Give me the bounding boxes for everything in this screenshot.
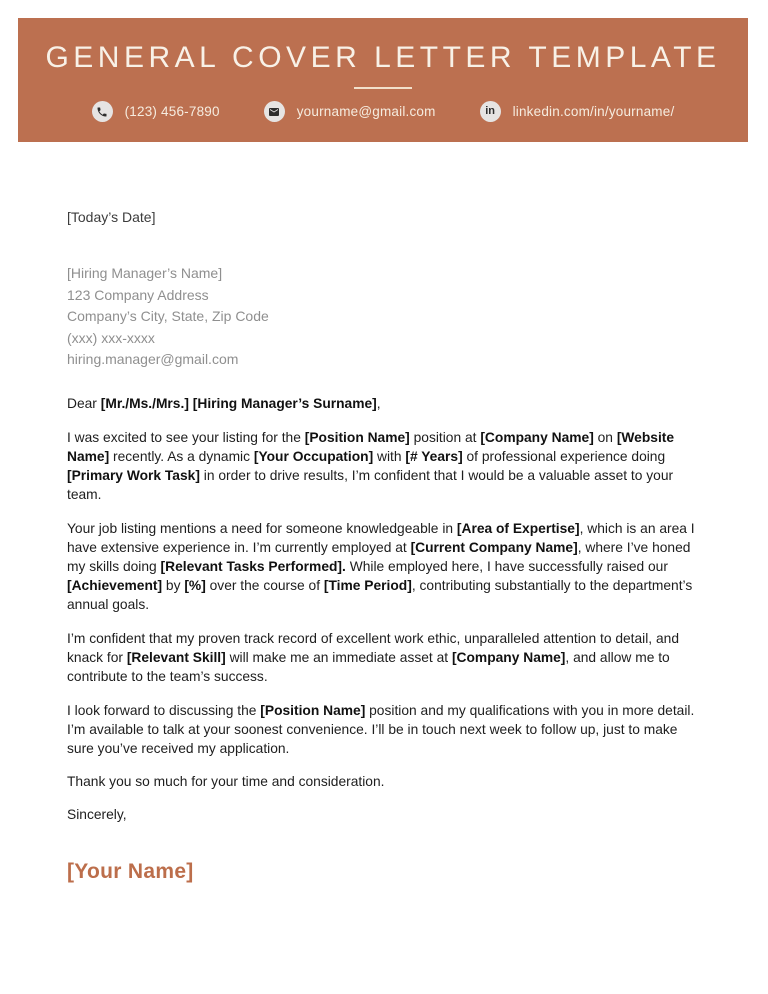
date-placeholder: [Today’s Date] <box>67 209 156 225</box>
title-divider <box>354 87 412 89</box>
contact-row <box>18 101 748 122</box>
phone-number: (123) 456-7890 <box>124 104 220 119</box>
email-icon <box>264 101 285 122</box>
paragraph-experience: Your job listing mentions a need for someone knowledgeable in [Area of Expertise], which is an area I have extensive experience in. I’m currently employed at [Current Company Name], where I’ve honed my skills doing [Relevant Tasks Performed]. While employed here, I have successfully raised our [Achievement] by [%] over the course of [Time Period], contributing substantially to the department’s annual goals. <box>67 520 695 612</box>
contact-linkedin[interactable] <box>480 101 675 122</box>
recipient-name: [Hiring Manager’s Name] <box>67 265 223 281</box>
thanks-line: Thank you so much for your time and consideration. <box>67 773 385 789</box>
recipient-city-state-zip: Company’s City, State, Zip Code <box>67 308 269 325</box>
recipient-phone: (xxx) xxx-xxxx <box>67 329 155 346</box>
recipient-email: hiring.manager@gmail.com <box>67 351 239 368</box>
linkedin-url: linkedin.com/in/yourname/ <box>512 104 675 119</box>
phone-icon <box>92 101 113 122</box>
paragraph-intro: I was excited to see your listing for the [Position Name] position at [Company Name] on [Website Name] recently. As a dynamic [Your Occupation] with [# Years] of professional experience doing [Primary Work Task] in order to drive results, I’m confident that I would be a valuable asset to your team. <box>67 429 675 502</box>
paragraph-followup: I look forward to discussing the [Position Name] position and my qualifications with you in more detail. I’m available to talk at your soonest convenience. I’ll be in touch next week to follow up, just to make sure you’ve received my application. <box>67 702 695 756</box>
email-address: yourname@gmail.com <box>296 104 436 119</box>
recipient-block <box>67 263 703 371</box>
signature-name-placeholder: [Your Name] <box>67 859 194 883</box>
recipient-address: 123 Company Address <box>67 286 209 303</box>
header-band <box>18 18 748 142</box>
page-title: GENERAL COVER LETTER TEMPLATE <box>45 41 721 74</box>
greeting-line: Dear [Mr./Ms./Mrs.] [Hiring Manager’s Surname], <box>67 395 381 411</box>
contact-phone[interactable] <box>92 101 220 122</box>
linkedin-icon: in <box>480 101 501 122</box>
paragraph-skills: I’m confident that my proven track record of excellent work ethic, unparalleled attention to detail, and knack for [Relevant Skill] will make me an immediate asset at [Company Name], and allow me to contribute to the team’s success. <box>67 630 679 684</box>
letter-body <box>67 142 703 884</box>
contact-email[interactable] <box>264 101 436 122</box>
signoff-line: Sincerely, <box>67 806 127 822</box>
